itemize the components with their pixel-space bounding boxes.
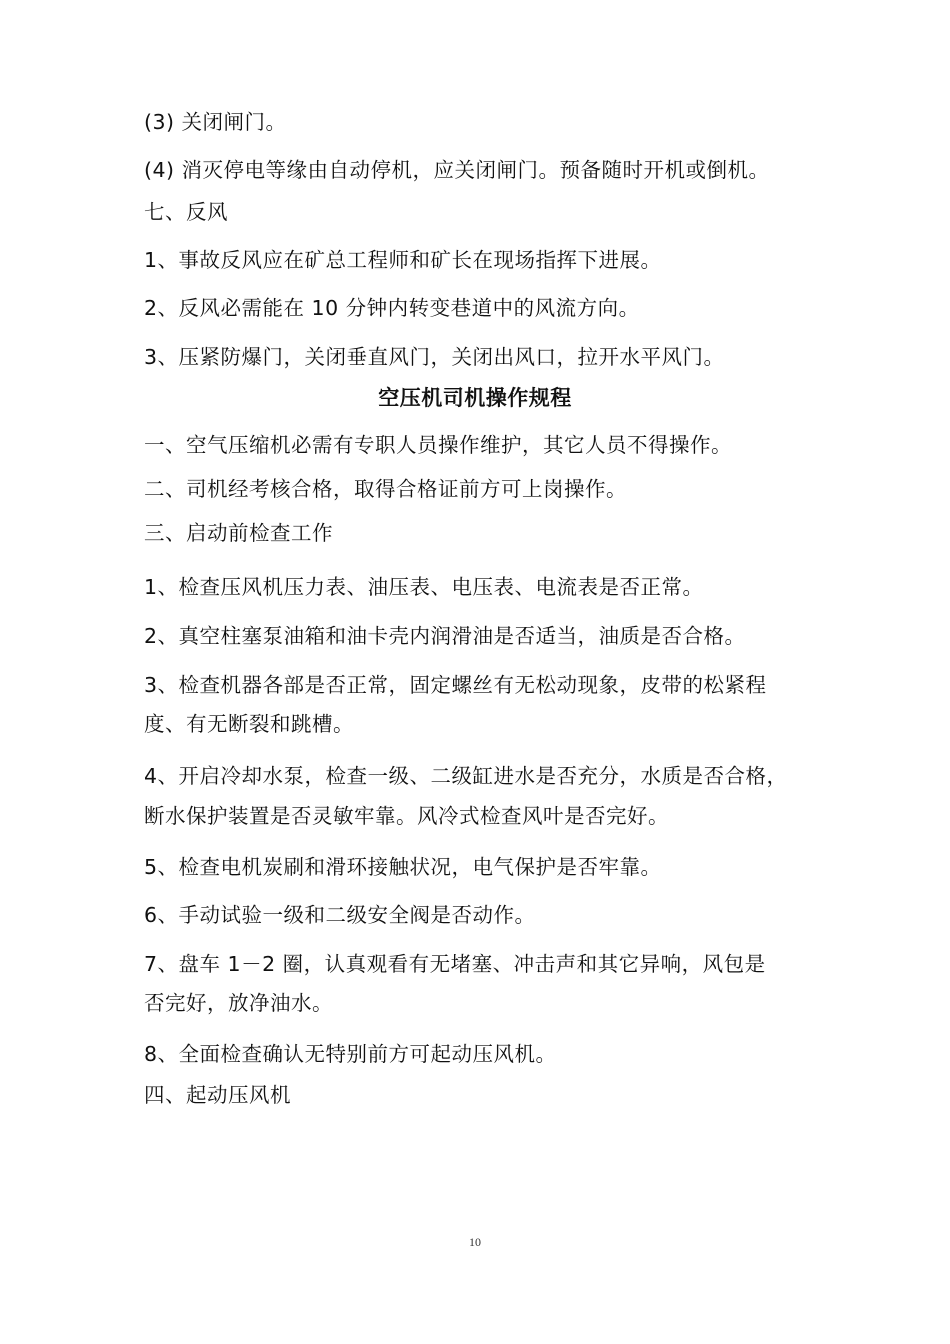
text-line: 断水保护装置是否灵敏牢靠。风冷式检查风叶是否完好。 [144,804,669,828]
text-line: 4、开启冷却水泵，检查一级、二级缸进水是否充分，水质是否合格， [144,764,788,788]
section-title: 空压机司机操作规程 [378,386,572,410]
text-line: 二、司机经考核合格，取得合格证前方可上岗操作。 [144,477,627,501]
text-line: 8、全面检查确认无特别前方可起动压风机。 [144,1042,557,1066]
text-line: 一、空气压缩机必需有专职人员操作维护，其它人员不得操作。 [144,433,732,457]
text-line: 度、有无断裂和跳槽。 [144,712,354,736]
text-line: 2、真空柱塞泵油箱和油卡壳内润滑油是否适当，油质是否合格。 [144,624,746,648]
text-line: 1、事故反风应在矿总工程师和矿长在现场指挥下进展。 [144,248,662,272]
section-heading: 七、反风 [144,200,228,224]
text-line: 7、盘车 1－2 圈，认真观看有无堵塞、冲击声和其它异响，风包是 [144,952,766,976]
text-line: (4) 消灭停电等缘由自动停机，应关闭闸门。预备随时开机或倒机。 [144,158,770,182]
text-line: 3、检查机器各部是否正常，固定螺丝有无松动现象，皮带的松紧程 [144,673,767,697]
section-heading: 三、启动前检查工作 [144,521,333,545]
page-number: 10 [469,1235,481,1249]
section-heading: 四、起动压风机 [144,1083,291,1107]
text-line: 2、反风必需能在 10 分钟内转变巷道中的风流方向。 [144,296,640,320]
text-line: 3、压紧防爆门，关闭垂直风门，关闭出风口，拉开水平风门。 [144,345,725,369]
text-line: 5、检查电机炭刷和滑环接触状况，电气保护是否牢靠。 [144,855,662,879]
text-line: 否完好，放净油水。 [144,991,333,1015]
text-line: (3) 关闭闸门。 [144,110,287,134]
text-line: 1、检查压风机压力表、油压表、电压表、电流表是否正常。 [144,575,704,599]
text-line: 6、手动试验一级和二级安全阀是否动作。 [144,903,536,927]
